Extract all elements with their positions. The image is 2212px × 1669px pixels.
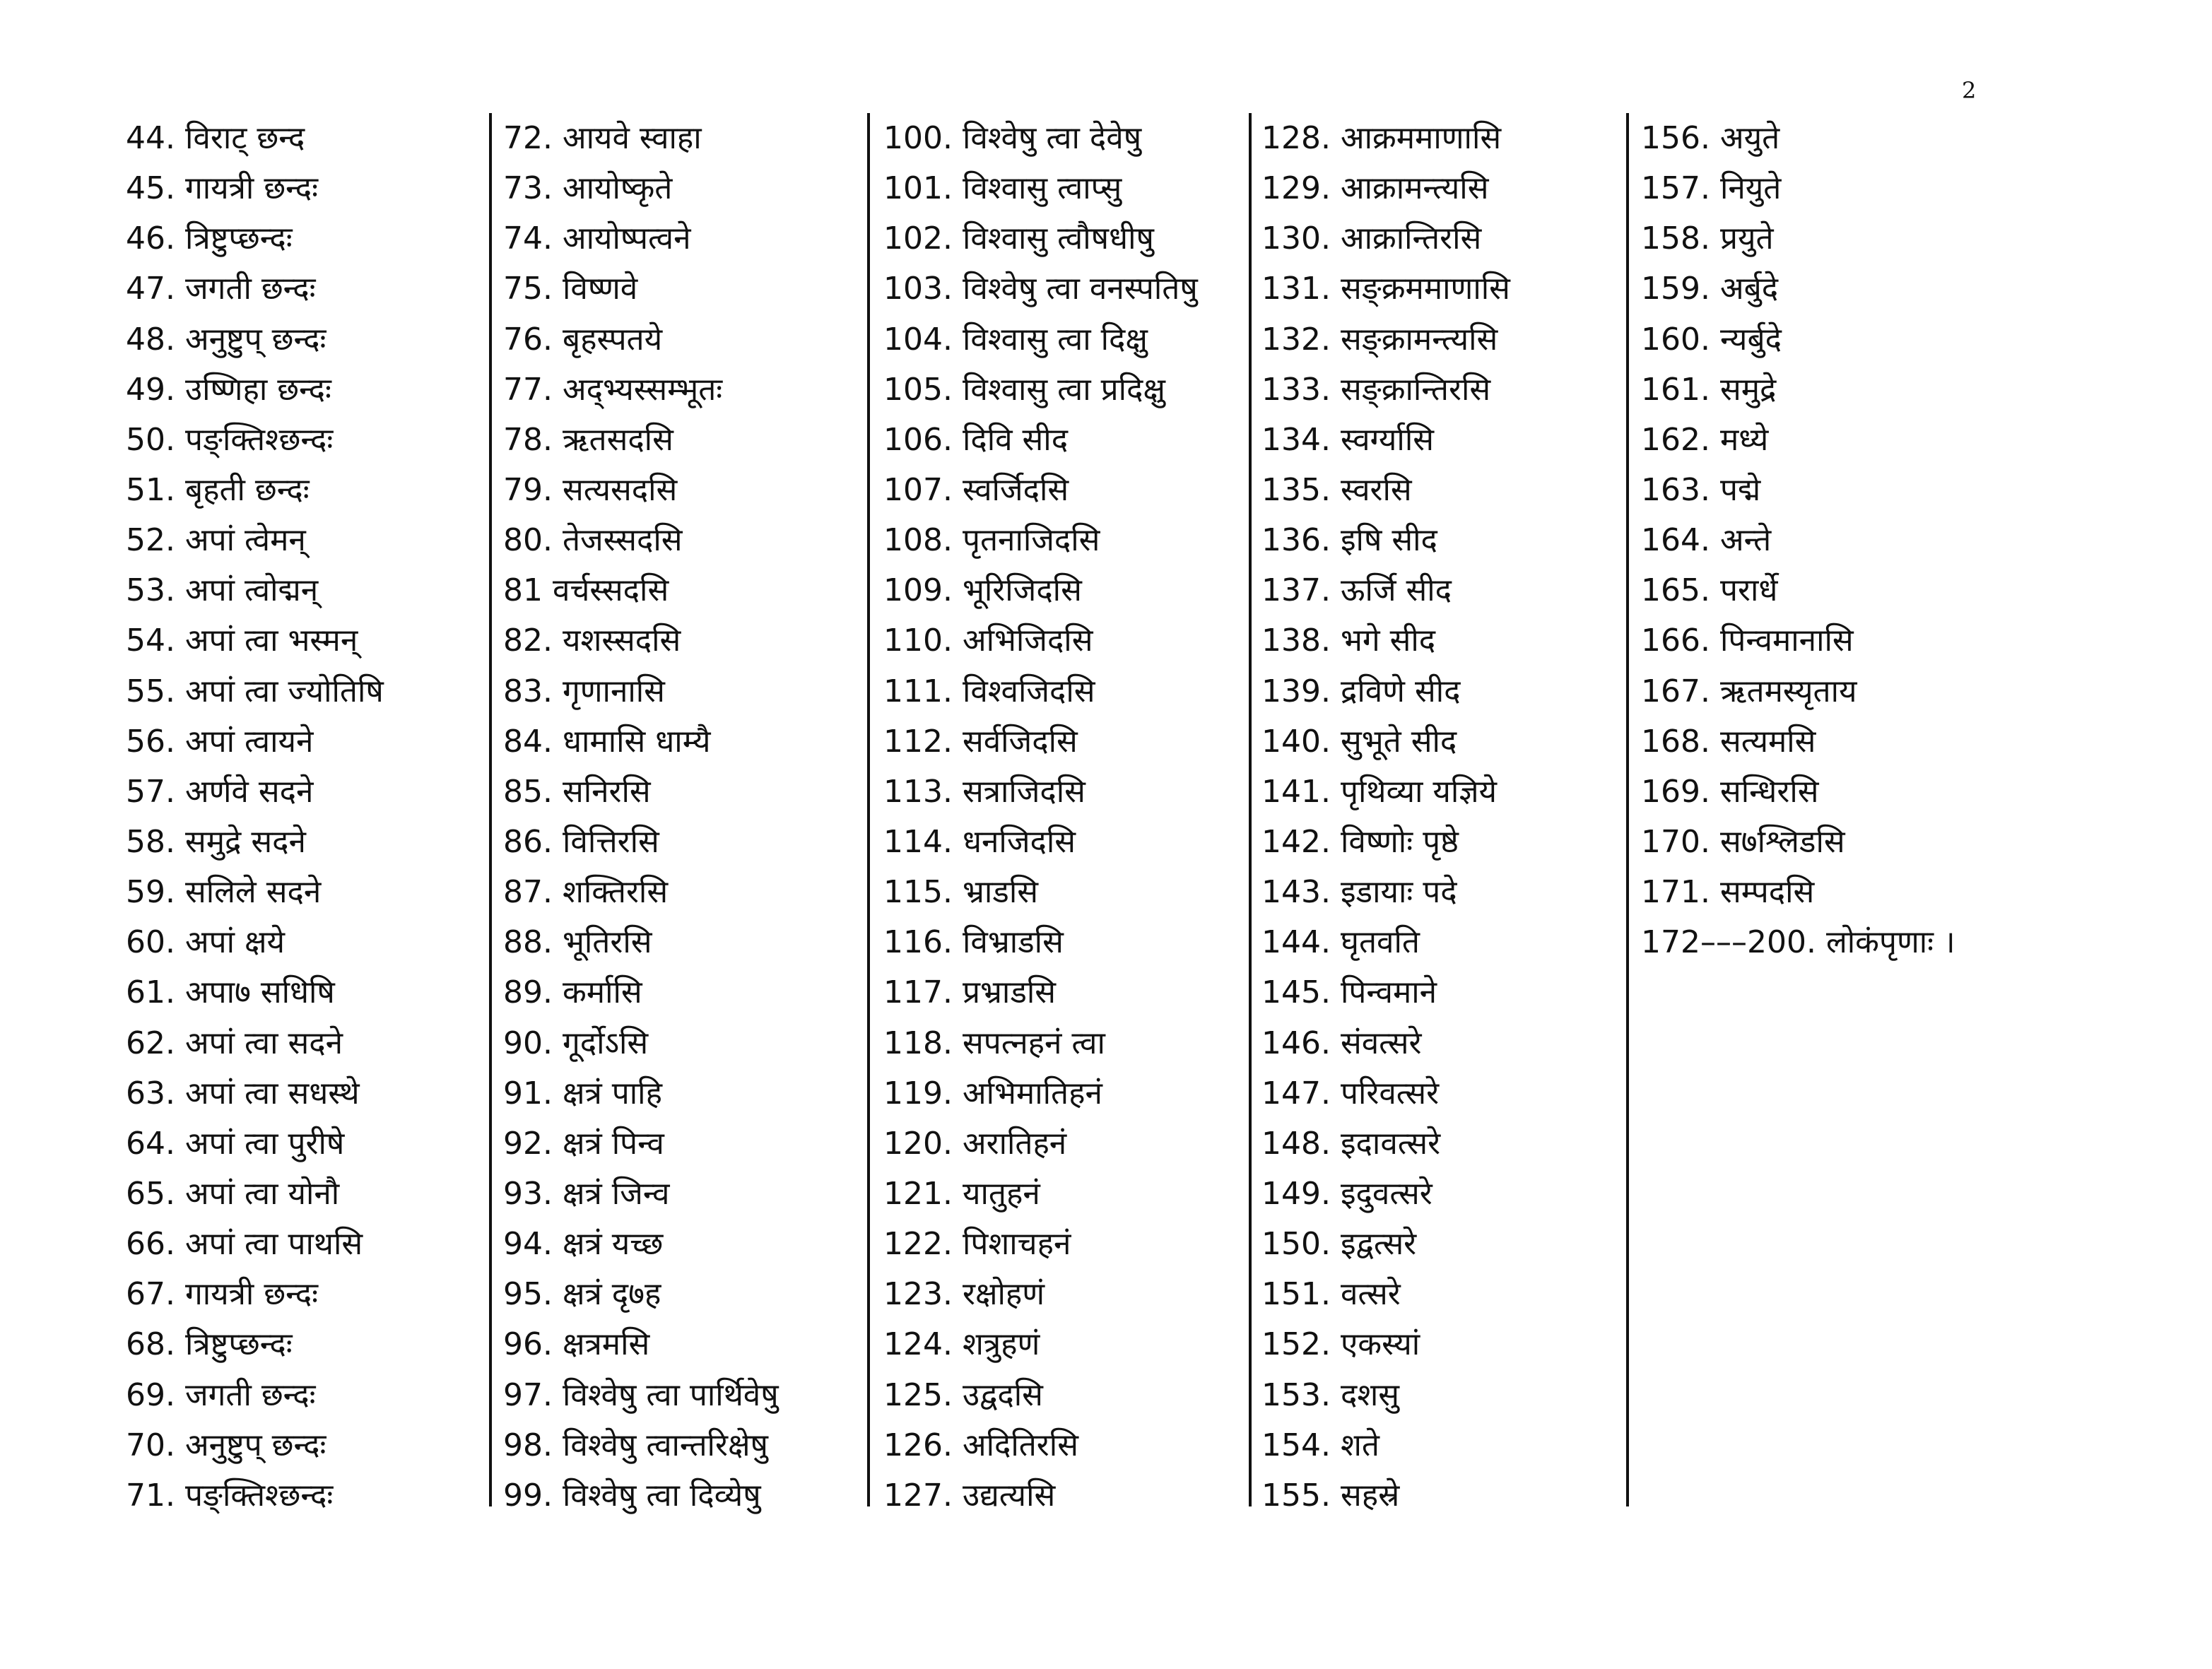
list-item: 171. सम्पदसि xyxy=(1641,874,1815,911)
list-item: 165. परार्धे xyxy=(1641,572,1778,609)
list-item: 145. पिन्वमाने xyxy=(1261,974,1437,1011)
list-item: 121. यातुहनं xyxy=(883,1175,1040,1212)
mantra-column-1 xyxy=(126,113,492,1514)
list-item: 61. अपा७ सधिषि xyxy=(126,974,335,1011)
mantra-column-3 xyxy=(883,113,1252,1514)
list-item: 161. समुद्रे xyxy=(1641,371,1777,408)
list-item: 56. अपां त्वायने xyxy=(126,723,314,760)
list-item: 68. त्रिष्टुप्छन्दः xyxy=(126,1326,293,1363)
list-item: 136. इषि सीद xyxy=(1261,522,1437,559)
list-item: 106. दिवि सीद xyxy=(883,421,1069,458)
list-item: 141. पृथिव्या यज्ञिये xyxy=(1261,773,1498,810)
list-item: 110. अभिजिदसि xyxy=(883,623,1093,659)
list-item: 132. सङ्क्रामन्त्यसि xyxy=(1261,321,1498,358)
list-item: 53. अपां त्वोद्मन् xyxy=(126,572,319,609)
list-item: 60. अपां क्षये xyxy=(126,924,286,961)
list-item: 122. पिशाचहनं xyxy=(883,1226,1071,1263)
list-item: 93. क्षत्रं जिन्व xyxy=(503,1175,670,1212)
list-item: 138. भगे सीद xyxy=(1261,623,1436,659)
list-item: 48. अनुष्टुप् छन्दः xyxy=(126,321,326,358)
list-item: 164. अन्ते xyxy=(1641,522,1772,559)
list-item: 82. यशस्सदसि xyxy=(503,623,681,659)
list-item: 81 वर्चस्सदसि xyxy=(503,572,669,609)
list-item: 139. द्रविणे सीद xyxy=(1261,673,1461,709)
mantra-column-2 xyxy=(503,113,870,1514)
list-item: 124. शत्रुहणं xyxy=(883,1326,1040,1363)
list-item: 87. शक्तिरसि xyxy=(503,874,669,911)
list-item: 83. गृणानासि xyxy=(503,673,665,709)
list-item: 147. परिवत्सरे xyxy=(1261,1075,1440,1111)
list-item: 152. एकस्यां xyxy=(1261,1326,1420,1363)
list-item: 58. समुद्रे सदने xyxy=(126,823,306,860)
list-item: 101. विश्वासु त्वाप्सु xyxy=(883,170,1122,207)
list-item: 85. सनिरसि xyxy=(503,773,651,810)
list-item: 70. अनुष्टुप् छन्दः xyxy=(126,1427,326,1463)
list-item: 91. क्षत्रं पाहि xyxy=(503,1075,662,1111)
list-item: 162. मध्ये xyxy=(1641,421,1769,458)
list-item: 84. धामासि धाम्यै xyxy=(503,723,711,760)
list-item: 137. ऊर्जि सीद xyxy=(1261,572,1452,609)
list-item: 95. क्षत्रं दृ७ह xyxy=(503,1276,661,1313)
list-item: 111. विश्वजिदसि xyxy=(883,673,1095,709)
list-item: 50. पङ्क्तिश्छन्दः xyxy=(126,421,334,458)
list-item: 149. इदुवत्सरे xyxy=(1261,1175,1432,1212)
list-item: 109. भूरिजिदसि xyxy=(883,572,1082,609)
list-item: 169. सन्धिरसि xyxy=(1641,773,1819,810)
list-item: 156. अयुते xyxy=(1641,120,1780,156)
list-item: 63. अपां त्वा सधस्थे xyxy=(126,1075,360,1111)
list-item: 92. क्षत्रं पिन्व xyxy=(503,1125,664,1162)
list-item: 100. विश्वेषु त्वा देवेषु xyxy=(883,120,1142,156)
list-item: 163. पद्मे xyxy=(1641,471,1761,508)
list-item: 72. आयवे स्वाहा xyxy=(503,120,702,156)
list-item: 108. पृतनाजिदसि xyxy=(883,522,1100,559)
list-item: 126. अदितिरसि xyxy=(883,1427,1078,1463)
list-item: 44. विराट् छन्द xyxy=(126,120,305,156)
list-item: 105. विश्वासु त्वा प्रदिक्षु xyxy=(883,371,1165,408)
list-item: 75. विष्णवे xyxy=(503,271,638,307)
list-item: 65. अपां त्वा योनौ xyxy=(126,1175,340,1212)
list-item: 155. सहस्रे xyxy=(1261,1477,1400,1514)
list-item: 120. अरातिहनं xyxy=(883,1125,1067,1162)
list-item: 46. त्रिष्टुप्छन्दः xyxy=(126,220,293,257)
list-item: 119. अभिमातिहनं xyxy=(883,1075,1102,1111)
list-item: 146. संवत्सरे xyxy=(1261,1025,1422,1061)
list-item: 144. घृतवति xyxy=(1261,924,1420,961)
list-item: 54. अपां त्वा भस्मन् xyxy=(126,623,358,659)
list-item: 96. क्षत्रमसि xyxy=(503,1326,650,1363)
list-item: 76. बृहस्पतये xyxy=(503,321,663,358)
list-item: 167. ऋतमस्यृताय xyxy=(1641,673,1857,709)
list-item: 151. वत्सरे xyxy=(1261,1276,1401,1313)
list-item: 59. सलिले सदने xyxy=(126,874,322,911)
list-item: 153. दशसु xyxy=(1261,1376,1399,1413)
mantra-column-5 xyxy=(1641,113,2037,967)
list-item: 73. आयोष्कृते xyxy=(503,170,673,207)
page-number: 2 xyxy=(1962,77,1977,104)
list-item: 78. ऋतसदसि xyxy=(503,421,673,458)
list-item: 103. विश्वेषु त्वा वनस्पतिषु xyxy=(883,271,1198,307)
list-item: 172–––200. लोकंपृणाः । xyxy=(1641,924,1955,961)
list-item: 112. सर्वजिदसि xyxy=(883,723,1078,760)
list-item: 125. उद्वदसि xyxy=(883,1376,1043,1413)
list-item: 71. पङ्क्तिश्छन्दः xyxy=(126,1477,334,1514)
list-item: 114. धनजिदसि xyxy=(883,823,1076,860)
list-item: 118. सपत्नहनं त्वा xyxy=(883,1025,1105,1061)
list-item: 154. शते xyxy=(1261,1427,1379,1463)
list-item: 86. वित्तिरसि xyxy=(503,823,659,860)
list-item: 131. सङ्क्रममाणासि xyxy=(1261,271,1510,307)
list-item: 123. रक्षोहणं xyxy=(883,1276,1045,1313)
list-item: 57. अर्णवे सदने xyxy=(126,773,314,810)
list-item: 97. विश्वेषु त्वा पार्थिवेषु xyxy=(503,1376,779,1413)
list-item: 116. विभ्राडसि xyxy=(883,924,1064,961)
list-item: 107. स्वर्जिदसि xyxy=(883,471,1069,508)
list-item: 94. क्षत्रं यच्छ xyxy=(503,1226,664,1263)
list-item: 47. जगती छन्दः xyxy=(126,271,316,307)
list-item: 168. सत्यमसि xyxy=(1641,723,1816,760)
list-item: 64. अपां त्वा पुरीषे xyxy=(126,1125,345,1162)
list-item: 158. प्रयुते xyxy=(1641,220,1774,257)
list-item: 140. सुभूते सीद xyxy=(1261,723,1457,760)
list-item: 130. आक्रान्तिरसि xyxy=(1261,220,1482,257)
list-item: 74. आयोष्पत्वने xyxy=(503,220,691,257)
list-item: 77. अद्भ्यस्सम्भूतः xyxy=(503,371,723,408)
list-item: 62. अपां त्वा सदने xyxy=(126,1025,343,1061)
list-item: 117. प्रभ्राडसि xyxy=(883,974,1056,1011)
mantra-column-4 xyxy=(1261,113,1629,1514)
list-item: 88. भूतिरसि xyxy=(503,924,652,961)
list-item: 113. सत्राजिदसि xyxy=(883,773,1086,810)
list-item: 148. इदावत्सरे xyxy=(1261,1125,1441,1162)
list-item: 134. स्वर्ग्यासि xyxy=(1261,421,1434,458)
list-item: 89. कर्मासि xyxy=(503,974,642,1011)
list-item: 159. अर्बुदे xyxy=(1641,271,1779,307)
list-item: 99. विश्वेषु त्वा दिव्येषु xyxy=(503,1477,761,1514)
list-item: 160. न्यर्बुदे xyxy=(1641,321,1782,358)
list-item: 170. स७श्लिडसि xyxy=(1641,823,1845,860)
list-item: 135. स्वरसि xyxy=(1261,471,1412,508)
list-item: 102. विश्वासु त्वौषधीषु xyxy=(883,220,1154,257)
list-item: 80. तेजस्सदसि xyxy=(503,522,683,559)
list-item: 45. गायत्री छन्दः xyxy=(126,170,319,207)
list-item: 150. इद्वत्सरे xyxy=(1261,1226,1417,1263)
list-item: 143. इडायाः पदे xyxy=(1261,874,1457,911)
list-item: 49. उष्णिहा छन्दः xyxy=(126,371,331,408)
list-item: 55. अपां त्वा ज्योतिषि xyxy=(126,673,384,709)
list-item: 157. नियुते xyxy=(1641,170,1782,207)
list-item: 129. आक्रामन्त्यसि xyxy=(1261,170,1489,207)
list-item: 98. विश्वेषु त्वान्तरिक्षेषु xyxy=(503,1427,768,1463)
list-item: 79. सत्यसदसि xyxy=(503,471,678,508)
list-item: 67. गायत्री छन्दः xyxy=(126,1276,319,1313)
list-item: 69. जगती छन्दः xyxy=(126,1376,316,1413)
list-item: 115. भ्राडसि xyxy=(883,874,1038,911)
list-item: 51. बृहती छन्दः xyxy=(126,471,310,508)
list-item: 66. अपां त्वा पाथसि xyxy=(126,1226,363,1263)
list-item: 127. उद्यत्यसि xyxy=(883,1477,1056,1514)
list-item: 133. सङ्क्रान्तिरसि xyxy=(1261,371,1491,408)
list-item: 52. अपां त्वेमन् xyxy=(126,522,306,559)
list-item: 142. विष्णोः पृष्ठे xyxy=(1261,823,1459,860)
list-item: 166. पिन्वमानासि xyxy=(1641,623,1854,659)
list-item: 104. विश्वासु त्वा दिक्षु xyxy=(883,321,1148,358)
list-item: 128. आक्रममाणासि xyxy=(1261,120,1502,156)
list-item: 90. गूर्दोऽसि xyxy=(503,1025,649,1061)
